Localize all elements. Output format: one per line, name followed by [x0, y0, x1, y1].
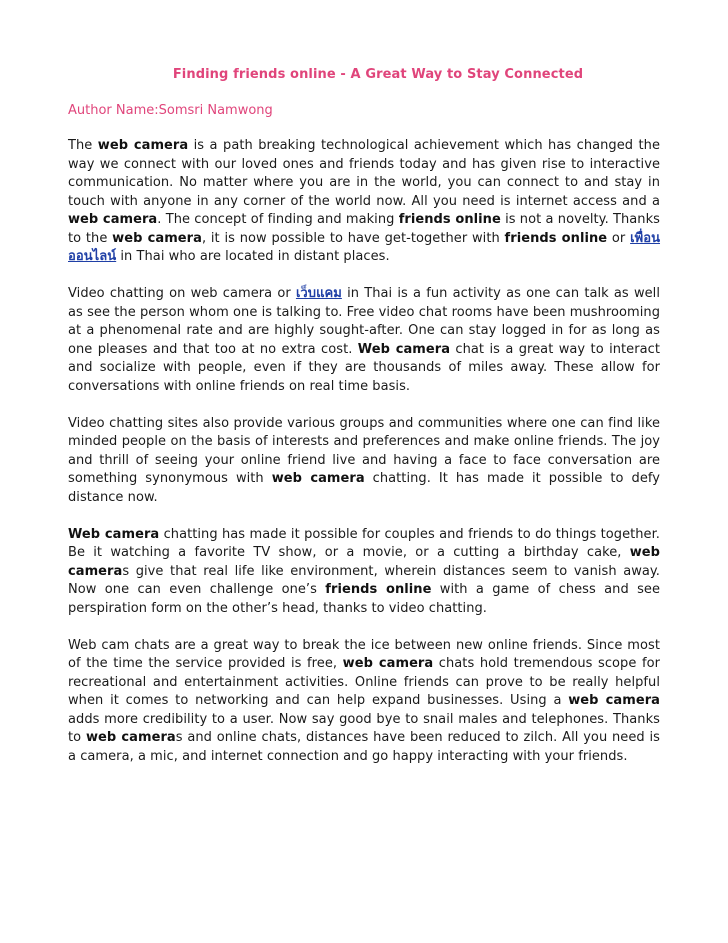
paragraph-text: is not a novelty. Thanks to the — [68, 212, 660, 246]
paragraph-text: in Thai who are located in distant places. — [116, 249, 390, 264]
bold-keyword: web camera — [342, 656, 434, 671]
paragraph-text: s and online chats, distances have been reduced to zilch. All you need is a camera, a mic, and internet connection and go happy interacting with your friends. — [68, 730, 660, 764]
thai-keyword-link[interactable]: เว็บแคม — [295, 286, 342, 301]
bold-keyword: friends online — [325, 582, 432, 597]
bold-keyword: web camera — [271, 471, 365, 486]
page-title: Finding friends online - A Great Way to Stay Connected — [172, 67, 584, 82]
paragraph-2 — [68, 285, 660, 396]
paragraph-text: chatting. It has made it possible to defy distance now. — [68, 471, 661, 505]
paragraph-text: The — [68, 138, 98, 153]
paragraph-text: . The concept of finding and making — [157, 212, 399, 227]
bold-keyword: web camera — [68, 545, 660, 579]
paragraph-1 — [68, 137, 660, 267]
bold-keyword: web camera — [85, 730, 176, 745]
thai-keyword-link[interactable]: เพื่อนออนไลน์ — [68, 230, 661, 264]
paragraph-text: Web cam chats are a great way to break the ice between new online friends. Since most of the time the service provided is free, — [68, 637, 660, 671]
paragraph-text: , it is now possible to have get-together with — [201, 230, 505, 246]
paragraph-4 — [68, 526, 660, 619]
bold-keyword: web camera — [68, 212, 158, 227]
article-body — [68, 137, 660, 766]
paragraph-text: chats hold tremendous scope for recreational and entertainment activities. Online friends can prove to be really helpful when it comes to networking and can help expand businesses. Using a — [68, 656, 660, 708]
paragraph-3 — [68, 415, 660, 508]
bold-keyword: web camera — [568, 693, 660, 708]
paragraph-text: chat is a great way to interact and socialize with people, even if they are thousands of miles away. These allow for conversations with online friends on real time basis. — [68, 341, 660, 394]
paragraph-text: is a path breaking technological achievement which has changed the way we connect with our loved ones and friends today and has given rise to interactive communication. No matter where you are in the world, you can connect to and stay in touch with anyone in any corner of the world now. All you need is internet access and a — [68, 138, 660, 209]
document-page — [68, 0, 660, 766]
paragraph-text: with a game of chess and see perspiration form on the other’s head, thanks to video chatting. — [68, 582, 660, 616]
paragraph-text: adds more credibility to a user. Now say good bye to snail males and telephones. Thanks to — [68, 711, 660, 745]
bold-keyword: web camera — [97, 138, 189, 153]
bold-keyword: Web camera — [68, 526, 160, 542]
bold-keyword: friends online — [398, 212, 501, 227]
paragraph-text: Video chatting sites also provide various groups and communities where one can find like minded people on the basis of interests and preferences and make online friends. The joy and thrill of seeing your online friend live and having a face to face conversation are something synonymous with — [68, 415, 660, 486]
paragraph-text: in Thai is a fun activity as one can talk as well as see the person whom one is talking to. Free video chat rooms have been mushrooming at a phenomenal rate and are highly sought-after. One can stay logged in for as long as one pleases and that too at no extra cost. — [68, 286, 660, 357]
author-name: Author Name:Somsri Namwong — [68, 102, 273, 118]
paragraph-text: chatting has made it possible for couples and friends to do things together. Be it watching a favorite TV show, or a movie, or a cutting a birthday cake, — [68, 526, 660, 560]
bold-keyword: web camera — [112, 230, 202, 246]
paragraph-text: or — [607, 230, 631, 246]
paragraph-text: s give that real life like environment, wherein distances seem to vanish away. Now one can even challenge one’s — [68, 563, 660, 597]
paragraph-text: Video chatting on web camera or — [68, 286, 296, 301]
bold-keyword: friends online — [504, 230, 608, 246]
paragraph-5 — [68, 637, 660, 767]
bold-keyword: Web camera — [357, 341, 451, 357]
